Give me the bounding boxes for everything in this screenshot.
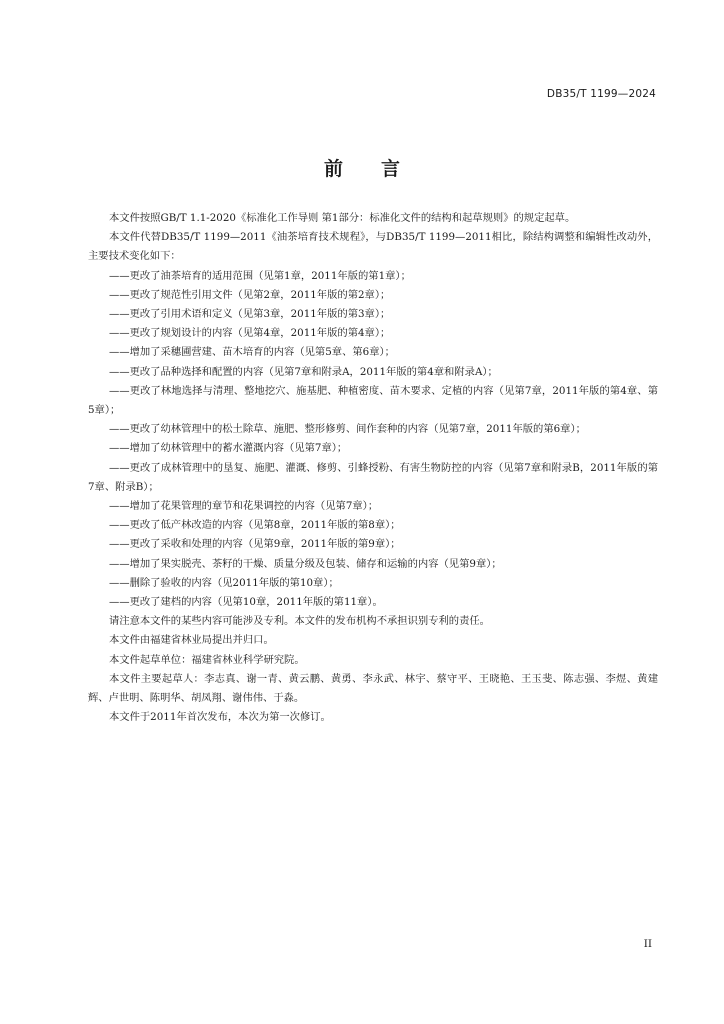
change-item: ——增加了幼林管理中的蓄水灌溉内容（见第7章）； xyxy=(109,442,348,455)
page-title xyxy=(0,154,724,181)
change-item: ——更改了建档的内容（见第10章，2011年版的第11章）。 xyxy=(109,596,383,609)
change-item: ——更改了幼林管理中的松土除草、施肥、整形修剪、间作套种的内容（见第7章，2011年版的第6章）； xyxy=(109,423,586,436)
change-item: ——更改了低产林改造的内容（见第8章，2011年版的第8章）； xyxy=(109,519,401,532)
drafters: 本文件主要起草人：李志真、谢一青、黄云鹏、黄勇、李永武、林宇、蔡守平、王晓艳、王玉斐、陈志强、李煜、黄建辉、卢世明、陈明华、胡凤翔、谢伟伟、于淼。 xyxy=(88,672,658,705)
paragraph: 本文件代替DB35/T 1199—2011《油茶培育技术规程》，与DB35/T 1199—2011相比，除结构调整和编辑性改动外，主要技术变化如下： xyxy=(88,231,658,263)
change-item: ——增加了花果管理的章节和花果调控的内容（见第7章）； xyxy=(109,500,379,513)
proposer-statement: 本文件由福建省林业局提出并归口。 xyxy=(109,634,274,647)
patent-notice: 请注意本文件的某些内容可能涉及专利。本文件的发布机构不承担识别专利的责任。 xyxy=(109,615,490,628)
title-char-1: 前 xyxy=(323,158,343,180)
change-item: ——更改了油茶培育的适用范围（见第1章，2011年版的第1章）； xyxy=(109,269,411,282)
change-item: ——更改了品种选择和配置的内容（见第7章和附录A，2011年版的第4章和附录A）； xyxy=(109,365,498,378)
change-item: ——更改了引用术语和定义（见第3章，2011年版的第3章）； xyxy=(109,308,391,321)
change-item: ——增加了果实脱壳、茶籽的干燥、质量分级及包装、储存和运输的内容（见第9章）； xyxy=(109,557,502,570)
change-item: ——增加了采穗圃营建、苗木培育的内容（见第5章、第6章）； xyxy=(109,346,395,359)
drafting-unit: 本文件起草单位：福建省林业科学研究院。 xyxy=(109,653,305,666)
page-number: II xyxy=(643,938,652,950)
document-code: DB35/T 1199—2024 xyxy=(546,88,656,100)
change-item: ——删除了验收的内容（见2011年版的第10章）； xyxy=(109,576,339,589)
change-item: ——更改了林地选择与清理、整地挖穴、施基肥、种植密度、苗木要求、定植的内容（见第7章，2011年版的第4章、第5章）； xyxy=(88,384,658,417)
foreword-body xyxy=(88,209,658,727)
change-item: ——更改了成林管理中的垦复、施肥、灌溉、修剪、引蜂授粉、有害生物防控的内容（见第7章和附录B，2011年版的第7章、附录B）； xyxy=(88,461,658,493)
paragraph: 本文件按照GB/T 1.1-2020《标准化工作导则 第1部分：标准化文件的结构和起草规则》的规定起草。 xyxy=(109,212,576,224)
publication-history: 本文件于2011年首次发布，本次为第一次修订。 xyxy=(109,711,331,724)
change-item: ——更改了采收和处理的内容（见第9章，2011年版的第9章）； xyxy=(109,538,401,551)
change-item: ——更改了规范性引用文件（见第2章，2011年版的第2章）； xyxy=(109,288,391,301)
change-item: ——更改了规划设计的内容（见第4章，2011年版的第4章）； xyxy=(109,327,391,340)
title-char-2: 言 xyxy=(381,158,401,180)
